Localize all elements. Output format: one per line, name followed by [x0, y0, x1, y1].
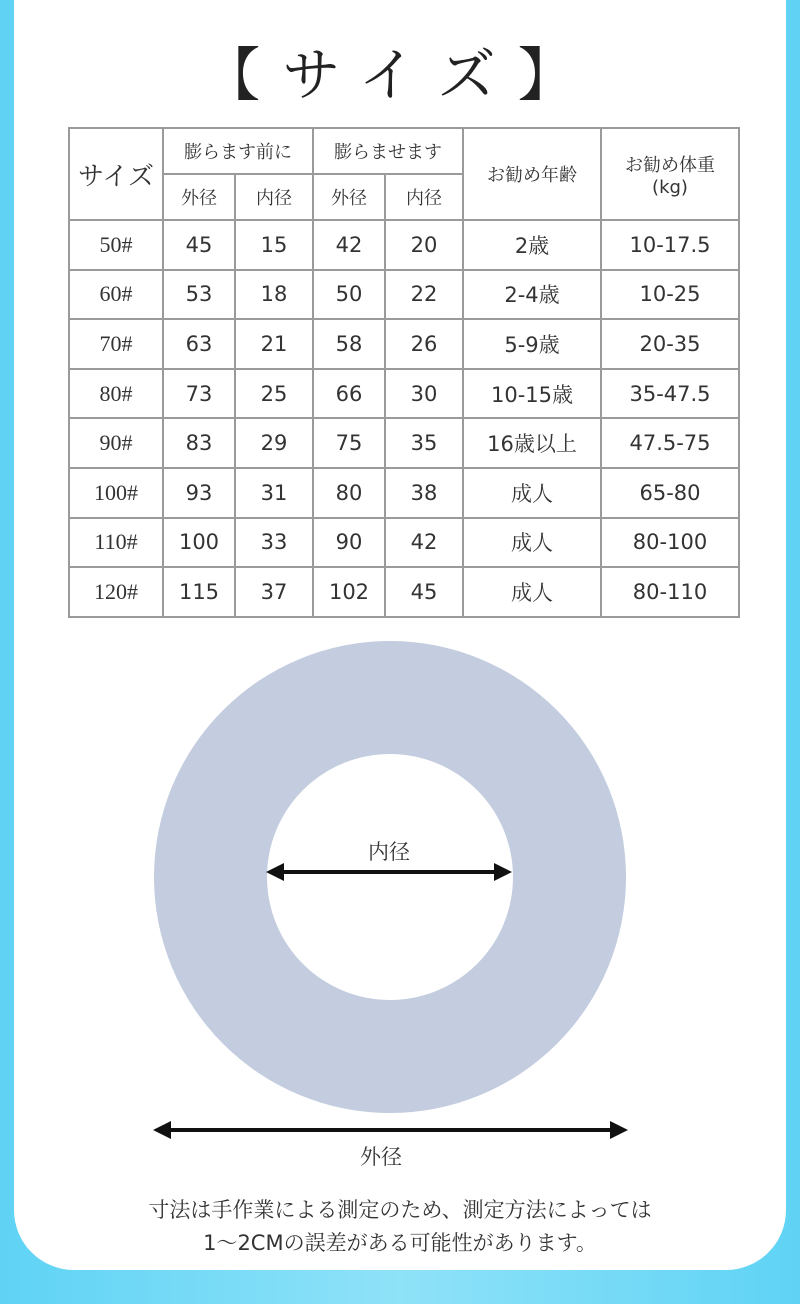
table-row [69, 319, 739, 369]
note-line-1: 寸法は手作業による測定のため、測定方法によっては [148, 1198, 652, 1222]
after-outer-cell: 90 [313, 518, 385, 568]
weight-cell: 80-100 [601, 518, 739, 568]
after-inner-cell: 45 [385, 567, 463, 617]
table-row [69, 418, 739, 468]
before-outer-cell: 93 [163, 468, 235, 518]
after-outer-cell: 58 [313, 319, 385, 369]
age-cell: 2歳 [463, 220, 601, 270]
age-cell: 成人 [463, 468, 601, 518]
before-outer-cell: 53 [163, 270, 235, 320]
page-title: 【サイズ】 [202, 41, 598, 109]
size-header: サイズ [69, 128, 163, 220]
table-row [69, 567, 739, 617]
size-cell: 110# [69, 518, 163, 568]
age-cell: 10-15歳 [463, 369, 601, 419]
after-inner-cell: 35 [385, 418, 463, 468]
table-row [69, 369, 739, 419]
swim-ring-hole [267, 754, 513, 1000]
age-cell: 成人 [463, 567, 601, 617]
after-outer-cell: 50 [313, 270, 385, 320]
before-inner-cell: 29 [235, 418, 313, 468]
size-cell: 100# [69, 468, 163, 518]
before-inner-cell: 18 [235, 270, 313, 320]
measurement-note [0, 1194, 800, 1260]
weight-cell: 10-17.5 [601, 220, 739, 270]
after-inner-header: 内径 [385, 174, 463, 220]
after-outer-header: 外径 [313, 174, 385, 220]
before-inner-cell: 15 [235, 220, 313, 270]
after-inner-cell: 38 [385, 468, 463, 518]
before-inner-cell: 25 [235, 369, 313, 419]
table-row [69, 270, 739, 320]
age-cell: 成人 [463, 518, 601, 568]
before-outer-cell: 45 [163, 220, 235, 270]
after-outer-cell: 75 [313, 418, 385, 468]
ring-diagram-svg [0, 630, 800, 1190]
before-outer-header: 外径 [163, 174, 235, 220]
age-header: お勧め年齢 [463, 128, 601, 220]
before-inner-cell: 31 [235, 468, 313, 518]
weight-header [601, 128, 739, 220]
before-outer-cell: 73 [163, 369, 235, 419]
size-cell: 80# [69, 369, 163, 419]
before-outer-cell: 100 [163, 518, 235, 568]
table-row [69, 220, 739, 270]
after-inner-cell: 20 [385, 220, 463, 270]
before-inflation-header: 膨らます前に [163, 128, 313, 174]
age-cell: 5-9歳 [463, 319, 601, 369]
after-outer-cell: 102 [313, 567, 385, 617]
after-inner-cell: 42 [385, 518, 463, 568]
before-inner-cell: 33 [235, 518, 313, 568]
before-inner-header: 内径 [235, 174, 313, 220]
weight-cell: 80-110 [601, 567, 739, 617]
weight-cell: 35-47.5 [601, 369, 739, 419]
after-inner-cell: 22 [385, 270, 463, 320]
after-inner-cell: 26 [385, 319, 463, 369]
before-inner-cell: 37 [235, 567, 313, 617]
size-cell: 60# [69, 270, 163, 320]
before-inner-cell: 21 [235, 319, 313, 369]
table-header-row [69, 128, 739, 174]
size-cell: 120# [69, 567, 163, 617]
after-outer-cell: 80 [313, 468, 385, 518]
ring-diagram [0, 630, 800, 1190]
age-cell: 2-4歳 [463, 270, 601, 320]
before-outer-cell: 115 [163, 567, 235, 617]
weight-cell: 20-35 [601, 319, 739, 369]
weight-cell: 65-80 [601, 468, 739, 518]
after-outer-cell: 66 [313, 369, 385, 419]
inner-diameter-label: 内径 [368, 840, 410, 864]
weight-header-unit: (kg) [652, 176, 688, 198]
size-cell: 90# [69, 418, 163, 468]
after-inner-cell: 30 [385, 369, 463, 419]
weight-cell: 47.5-75 [601, 418, 739, 468]
table-row [69, 468, 739, 518]
weight-header-label: お勧め体重 [625, 154, 715, 176]
before-outer-cell: 63 [163, 319, 235, 369]
outer-diameter-label: 外径 [360, 1145, 402, 1169]
size-table [68, 127, 740, 618]
size-cell: 50# [69, 220, 163, 270]
after-outer-cell: 42 [313, 220, 385, 270]
size-cell: 70# [69, 319, 163, 369]
age-cell: 16歳以上 [463, 418, 601, 468]
outer-diameter-arrow [153, 1121, 628, 1139]
table-row [69, 518, 739, 568]
note-line-2: 1〜2CMの誤差がある可能性があります。 [203, 1231, 597, 1255]
after-inflation-header: 膨らませます [313, 128, 463, 174]
before-outer-cell: 83 [163, 418, 235, 468]
weight-cell: 10-25 [601, 270, 739, 320]
